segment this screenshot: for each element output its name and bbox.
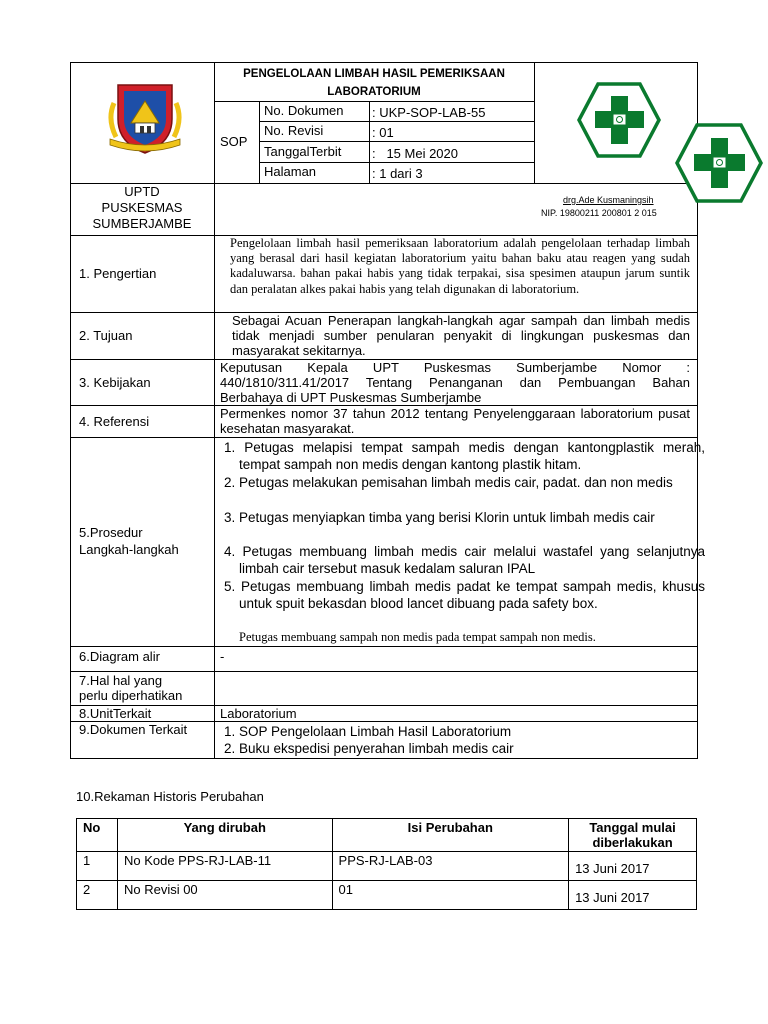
step-1-number: 1.	[224, 440, 236, 455]
meta-label-doc-number: No. Dokumen	[264, 103, 344, 118]
dokumen-item-1: 1. SOP Pengelolaan Limbah Hasil Laboratorium	[224, 724, 512, 739]
label-prosedur	[79, 524, 179, 558]
label-dokumen: 9.Dokumen Terkait	[79, 722, 188, 737]
history-cell-changed: No Revisi 00	[117, 881, 332, 910]
step-2-text: Petugas melakukan pemisahan limbah medis cair, padat. dan non medis	[239, 475, 673, 490]
meta-value-issue-date: : 15 Mei 2020	[372, 146, 458, 161]
text-unit: Laboratorium	[220, 706, 297, 721]
procedure-step-4	[224, 543, 705, 577]
step-3-number: 3.	[224, 510, 236, 525]
step-3-text: Petugas menyiapkan timba yang berisi Klorin untuk limbah medis cair	[239, 510, 655, 525]
hal-label-line-2: perlu diperhatikan	[79, 688, 183, 703]
sop-label: SOP	[220, 134, 248, 149]
meta-label-issue-date: TanggalTerbit	[264, 144, 342, 159]
step-4-text: Petugas membuang limbah medis cair melalui wastafel yang selanjutnya limbah cair tersebut masuk kedalam saluran IPAL	[239, 544, 705, 576]
history-table	[76, 818, 697, 910]
history-header-content: Isi Perubahan	[332, 819, 569, 852]
history-cell-changed: No Kode PPS-RJ-LAB-11	[117, 852, 332, 881]
procedure-step-2	[224, 474, 705, 491]
prosedur-label-line-1: 5.Prosedur	[79, 525, 143, 540]
label-pengertian: 1. Pengertian	[79, 266, 157, 281]
meta-label-page: Halaman	[264, 164, 317, 179]
label-diagram: 6.Diagram alir	[79, 649, 160, 664]
history-cell-date: 13 Juni 2017	[569, 852, 697, 881]
history-header-row	[77, 819, 697, 852]
step-5-number: 5.	[224, 579, 236, 594]
text-diagram: -	[220, 649, 225, 664]
label-hal	[79, 673, 182, 703]
signer-name: drg.Ade Kusmaningsih	[563, 195, 654, 205]
meta-value-page: : 1 dari 3	[372, 166, 423, 181]
puskesmas-logo-icon	[577, 82, 661, 158]
procedure-step-1	[224, 439, 705, 473]
table-row	[77, 881, 697, 910]
title-line-1: PENGELOLAAN LIMBAH HASIL PEMERIKSAAN	[243, 68, 505, 80]
table-row	[77, 852, 697, 881]
hal-label-line-1: 7.Hal hal yang	[79, 673, 163, 688]
label-referensi: 4. Referensi	[79, 414, 150, 429]
title-line-2: LABORATORIUM	[327, 86, 421, 98]
history-cell-content: PPS-RJ-LAB-03	[332, 852, 569, 881]
dokumen-item-2: 2. Buku ekspedisi penyerahan limbah medis cair	[224, 741, 514, 756]
organization-name	[70, 184, 214, 232]
procedure-extra-note: Petugas membuang sampah non medis pada tempat sampah non medis.	[239, 630, 596, 644]
meta-value-doc-number: : UKP-SOP-LAB-55	[372, 105, 486, 120]
prosedur-label-line-2: Langkah-langkah	[79, 542, 179, 557]
procedure-step-3	[224, 509, 705, 526]
org-line-1: UPTD	[124, 184, 160, 199]
text-pengertian: Pengelolaan limbah hasil pemeriksaan laboratorium adalah pengelolaan terhadap limbah yang berasal dari hasil kegiatan laboratorium yaitu bahan baku atau reagen yang sudah kadaluwarsa. bahan pakai habis yang tidak terpakai, sisa spesimen ataupun jarum suntik dan peralatan alkes pakai habis yang telah digunakan di laboratorium.	[230, 236, 690, 296]
puskesmas-logo-secondary-icon	[675, 123, 763, 203]
signer-nip: NIP. 19800211 200801 2 015	[541, 208, 657, 218]
label-tujuan: 2. Tujuan	[79, 328, 133, 343]
step-1-text: Petugas melapisi tempat sampah medis dengan kantongplastik merah, tempat sampah non medis dengan kantong plastik hitam.	[239, 440, 705, 472]
text-referensi: Permenkes nomor 37 tahun 2012 tentang Penyelenggaraan laboratorium pusat kesehatan masyarakat.	[220, 406, 690, 436]
text-tujuan: Sebagai Acuan Penerapan langkah-langkah agar sampah dan limbah medis tidak menjadi sumber penularan penyakit di lingkungan puskesmas dan masyarakat sekitarnya.	[232, 313, 690, 358]
history-header-no: No	[77, 819, 118, 852]
history-header-changed: Yang dirubah	[117, 819, 332, 852]
jember-regency-logo-icon	[104, 79, 186, 155]
step-4-number: 4.	[224, 544, 236, 559]
step-2-number: 2.	[224, 475, 236, 490]
org-line-3: SUMBERJAMBE	[92, 216, 192, 231]
document-title	[214, 65, 534, 101]
history-header-date-line-1: Tanggal mulai	[589, 820, 676, 835]
history-cell-date: 13 Juni 2017	[569, 881, 697, 910]
text-kebijakan: Keputusan Kepala UPT Puskesmas Sumberjambe Nomor : 440/1810/311.41/2017 Tentang Penanganan dan Pembuangan Bahan Berbahaya di UPT Puskesmas Sumberjambe	[220, 360, 690, 405]
history-header-date-line-2: diberlakukan	[592, 835, 673, 850]
history-cell-content: 01	[332, 881, 569, 910]
meta-label-revision: No. Revisi	[264, 123, 324, 138]
label-kebijakan: 3. Kebijakan	[79, 375, 151, 390]
history-title: 10.Rekaman Historis Perubahan	[76, 789, 264, 804]
history-header-date	[569, 819, 697, 852]
history-cell-no: 2	[77, 881, 118, 910]
history-cell-no: 1	[77, 852, 118, 881]
org-line-2: PUSKESMAS	[101, 200, 183, 215]
meta-value-revision: : 01	[372, 125, 394, 140]
step-5-text: Petugas membuang limbah medis padat ke tempat sampah medis, khusus untuk spuit bekasdan blood lancet dibuang pada safety box.	[239, 579, 705, 611]
label-unit: 8.UnitTerkait	[79, 706, 152, 721]
procedure-step-5	[224, 578, 705, 612]
